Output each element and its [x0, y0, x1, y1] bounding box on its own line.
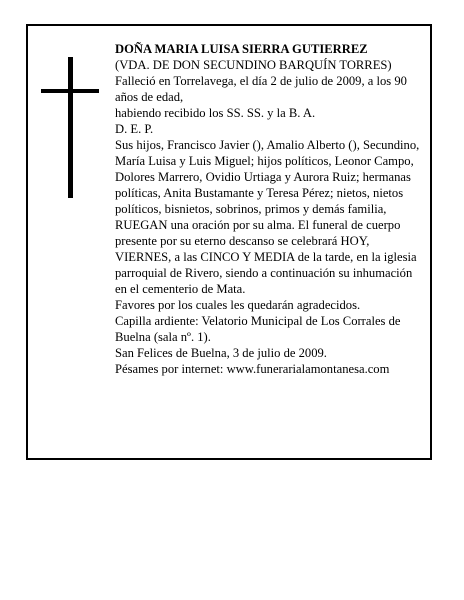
condolences-line: Pésames por internet: www.funerarialamontanesa.com	[115, 362, 390, 376]
sacraments-line: habiendo recibido los SS. SS. y la B. A.	[115, 106, 316, 120]
cross-horizontal-bar	[41, 89, 99, 93]
family-list: Sus hijos, Francisco Javier (), Amalio Alberto (), Secundino, María Luisa y Luis Miguel; hijos políticos, Leonor Campo, Dolores Marrero, Ovidio Urtiaga y Aurora Ruiz; hermanas políticas, Anita Bustamante y Teresa Pérez; nietos, nietos políticos, bisnietos, sobrinos, primos y demás familia,	[115, 138, 420, 216]
deceased-name: DOÑA MARIA LUISA SIERRA GUTIERREZ	[115, 42, 368, 56]
cross-vertical-bar	[68, 57, 73, 198]
funeral-request: RUEGAN una oración por su alma. El funeral de cuerpo presente por su eterno descanso se celebrará HOY, VIERNES, a las CINCO Y MEDIA de la tarde, en la iglesia parroquial de Rivero, siendo a continuación su inhumación en el cementerio de Mata.	[115, 218, 417, 296]
widow-of: (VDA. DE DON SECUNDINO BARQUÍN TORRES)	[115, 58, 392, 72]
dep-line: D. E. P.	[115, 122, 154, 136]
place-date: San Felices de Buelna, 3 de julio de 2009.	[115, 346, 327, 360]
obituary-text	[115, 41, 420, 377]
obituary-notice	[26, 24, 432, 460]
death-details: Falleció en Torrelavega, el día 2 de julio de 2009, a los 90 años de edad,	[115, 74, 407, 104]
chapel-line: Capilla ardiente: Velatorio Municipal de Los Corrales de Buelna (sala nº. 1).	[115, 314, 401, 344]
thanks-line: Favores por los cuales les quedarán agradecidos.	[115, 298, 361, 312]
